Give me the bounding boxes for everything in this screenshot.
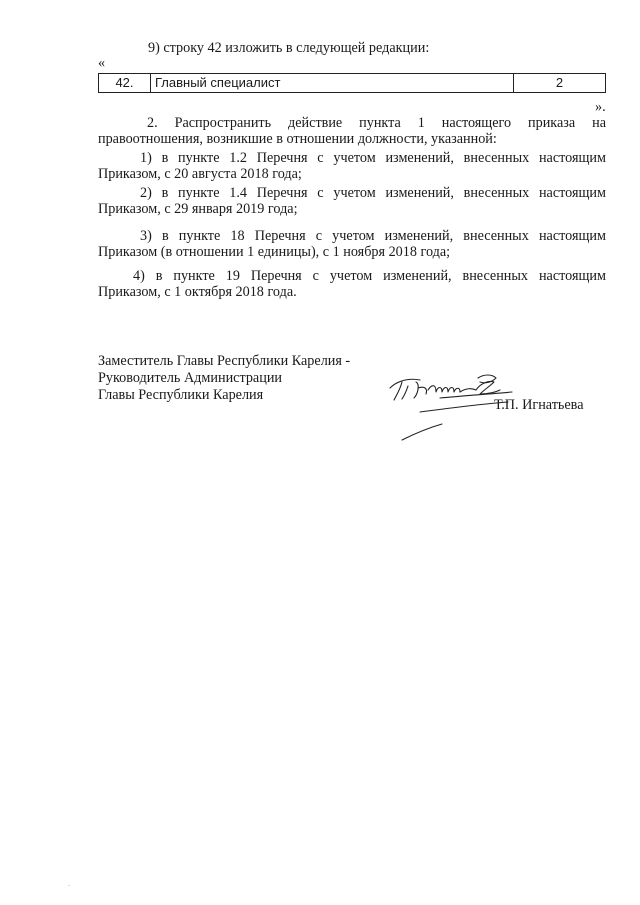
paragraph-2-line-2: правоотношения, возникшие в отношении должности, указанной: — [98, 131, 497, 147]
list-item — [98, 185, 606, 217]
footer-mark: . — [68, 879, 70, 888]
list-item — [98, 268, 606, 300]
signer-title-line-3: Главы Республики Карелия — [98, 387, 264, 403]
list-item — [98, 150, 606, 182]
close-quote: ». — [595, 99, 606, 115]
position-table — [98, 73, 606, 93]
list-item-line-2: Приказом (в отношении 1 единицы), с 1 ноября 2018 года; — [98, 244, 451, 260]
list-item-line-1: 2) в пункте 1.4 Перечня с учетом изменений, внесенных настоящим — [140, 185, 606, 201]
signer-title-line-2: Руководитель Администрации — [98, 370, 283, 386]
paragraph-2 — [98, 115, 606, 147]
position-title: Главный специалист — [151, 74, 514, 93]
list-item-line-1: 4) в пункте 19 Перечня с учетом изменений, внесенных настоящим — [133, 268, 606, 284]
signer-title-line-1: Заместитель Главы Республики Карелия - — [98, 353, 351, 369]
list-item-line-2: Приказом, с 29 января 2019 года; — [98, 201, 298, 217]
list-item-line-1: 3) в пункте 18 Перечня с учетом изменений, внесенных настоящим — [140, 228, 606, 244]
row-number: 42. — [99, 74, 151, 93]
table-row — [99, 74, 606, 93]
item-9-text: 9) строку 42 изложить в следующей редакции: — [148, 40, 430, 56]
list-item — [98, 228, 606, 260]
list-item-line-2: Приказом, с 20 августа 2018 года; — [98, 166, 302, 182]
position-count: 2 — [514, 74, 606, 93]
paragraph-2-line-1: 2. Распространить действие пункта 1 настоящего приказа на — [147, 115, 606, 131]
list-item-line-2: Приказом, с 1 октября 2018 года. — [98, 284, 297, 300]
signer-name: Т.П. Игнатьева — [494, 397, 584, 413]
signature-block — [98, 353, 350, 404]
open-quote: « — [98, 55, 106, 71]
list-item-line-1: 1) в пункте 1.2 Перечня с учетом изменений, внесенных настоящим — [140, 150, 606, 166]
